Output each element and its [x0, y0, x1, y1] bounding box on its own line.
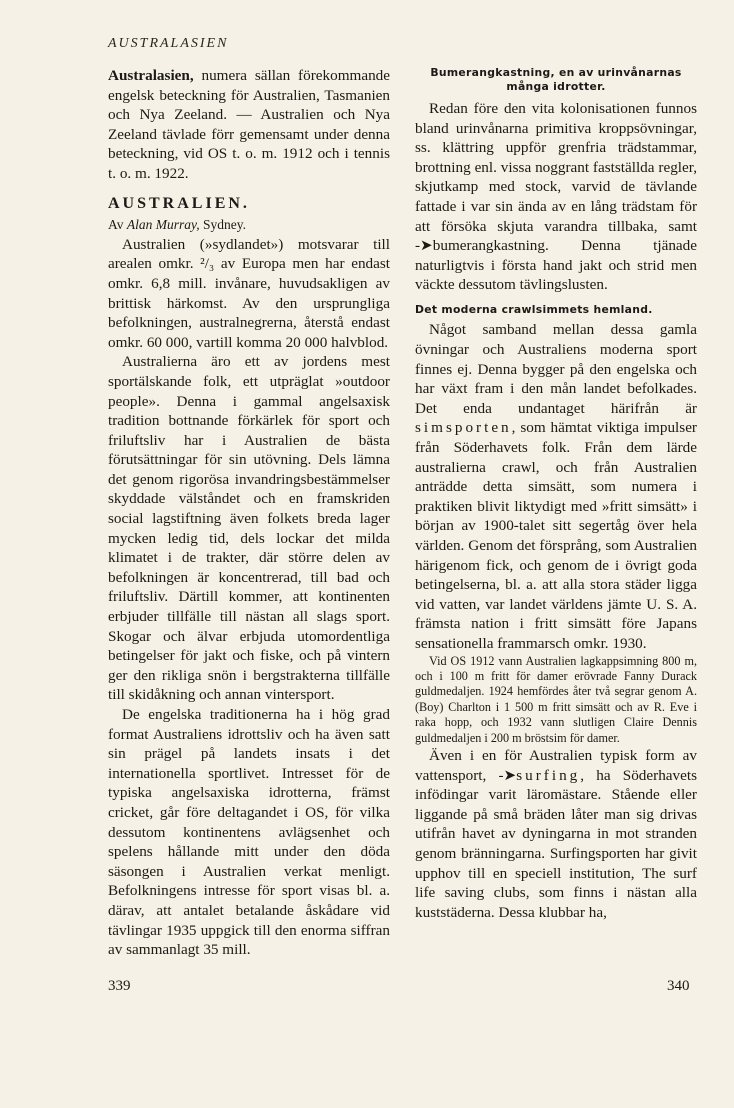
byline: [108, 215, 390, 235]
right-paragraph-3-end: , ha Söderhavets infödingar varit läromästare. Stående eller liggande på små bräden låter man sig drivas utifrån havet av dyningarna in mot stranden genom bränningarna. Surfingsporten har givit upphov till en speciell institution, The surf life saving clubs, som finns i nästan alla kuststäderna. Dessa klubbar ha,: [415, 766, 697, 921]
subhead-boomerang: Bumerangkastning, en av urinvånarnas många idrotter.: [430, 66, 682, 93]
intro-lead-term: Australasien,: [108, 67, 194, 84]
right-paragraph-1-end: bumerangkastning. Denna tjänade naturligtvis i första hand jakt och strid men väckte dessutom tävlingslusten.: [415, 237, 697, 294]
small-print-note: Vid OS 1912 vann Australien lagkappsimning 800 m, och i 100 m fritt för damer erövrade Fanny Durack guldmedaljen. 1924 hemfördes åter två segrar genom A. (Boy) Charlton i 1 500 m fritt simsätt och av R. Eve i raka hopp, och 1932 vann slutligen Claire Dennis guldmedaljen i 200 m bröstsim för damer.: [415, 653, 697, 745]
byline-author: Alan Murray,: [126, 217, 200, 233]
page-number-left: 339: [108, 978, 131, 994]
cross-reference-arrow-icon: -➤: [415, 237, 433, 255]
spaced-term-simsporten: simsporten: [415, 419, 512, 437]
right-paragraph-1: [415, 99, 697, 295]
right-paragraph-3-start: Även i en för Australien typisk form av vattensport,: [415, 746, 697, 784]
left-paragraph-1: Australien (»sydlandet») motsvarar till arealen omkr. ²/₃ av Europa men har endast omkr. 6,8 mill. invånare, huvudsakligen av brittisk härkomst. Av den ursprungliga befolkningen, australnegrerna, återstå endast omkr. 60 000, vartill komma 20 000 halvblod.: [108, 235, 390, 351]
spaced-term-surfing: surfing: [516, 766, 581, 784]
right-paragraph-2-start: Något samband mellan dessa gamla övningar och Australiens moderna sport finnes ej. Denna bygger på den engelska och har växt fram i den mån landet befolkades. Det enda undantaget härifrån är: [415, 321, 697, 417]
intro-paragraph: [108, 66, 390, 184]
byline-prefix: Av: [108, 217, 127, 233]
right-paragraph-1-text: Redan före den vita kolonisationen funnos bland urinvånarna primitiva kroppsövningar, ss. klättring uppför grenfria trädstammar, brottning enl. vissa noggrant fastställda regler, skjutkamp med stock, varvid de tävlande fattade i var sin ända av en lång trädstam för att försöka skjuta varandra tillbaka, samt: [415, 100, 697, 235]
left-paragraph-3: De engelska traditionerna ha i hög grad format Australiens idrottsliv och ha även satt sin prägel på landets insats i det internationella sportlivet. Intresset för de typiska angelsaxiska idrotterna, främst cricket, går före deltagandet i OS, för vilka dessutom kontinentens avlägsenhet och spelens hållande mitt under den döda säsongen i Australien verkat menligt. Befolkningens intresse för sport visas bl. a. därav, att antalet betalande åskådare vid tävlingar 1935 uppgick till den enorma siffran av sammanlagt 35 mill.: [108, 706, 390, 959]
right-paragraph-2: [415, 320, 697, 653]
subhead-crawl: Det moderna crawlsimmets hemland.: [415, 302, 653, 316]
page-number-right: 340: [667, 978, 690, 994]
right-column: [415, 66, 697, 922]
right-paragraph-2-end: , som hämtat viktiga impulser från Söderhavets folk. Från dem lärde australierna crawl, och från Australien anträdde detta simsätt, som numera i praktiken blivit liktydigt med »fritt simsätt» i början av 1900-talet sitt segertåg över hela världen. Genom det försprång, som Australien härigenom fick, och genom de i övrigt goda betingelserna, bl. a. att alla stora städer ligga vid vatten, var landet världens jämte U. S. A. främsta nation i fritt simsätt före Japans sensationella frammarsch omkr. 1930.: [415, 419, 697, 652]
left-column: [108, 66, 390, 960]
cross-reference-arrow-icon: -➤: [498, 766, 517, 784]
right-paragraph-3: [415, 746, 697, 922]
left-paragraph-2: Australierna äro ett av jordens mest sportälskande folk, ett utpräglat »outdoor people». Denna i gammal angelsaxisk tradition bottnande förkärlek för sport och friluftsliv har i Australien de bästa förutsättningar för sin utövning. Dels lämna det genom rigorösa invandringsbestämmelser skyddade välståndet och en framskriden social lagstiftning även folkets breda lager mycken ledig tid, dels lockar det milda klimatet i de trakter, där större delen av befolkningen är koncentrerad, till bad och friluftsliv. Därtill kommer, att kontinenten erbjuder tillfälle till nästan all slags sport. Skogar och älvar erbjuda utomordentliga betingelser för jakt och fiske, och på vintern ger den rikliga snön i bergstrakterna tillfälle till skidåkning och annan vintersport.: [108, 353, 390, 704]
intro-text: numera sällan förekommande engelsk beteckning för Australien, Tasmanien och Nya Zeeland. — Australien och Nya Zeeland tävlade förr gemensamt under denna beteckning, vid OS t. o. m. 1912 och i tennis t. o. m. 1922.: [108, 67, 390, 182]
byline-place: Sydney.: [199, 217, 246, 233]
section-title: AUSTRALIEN.: [108, 194, 250, 212]
running-head: AUSTRALASIEN: [108, 36, 229, 51]
